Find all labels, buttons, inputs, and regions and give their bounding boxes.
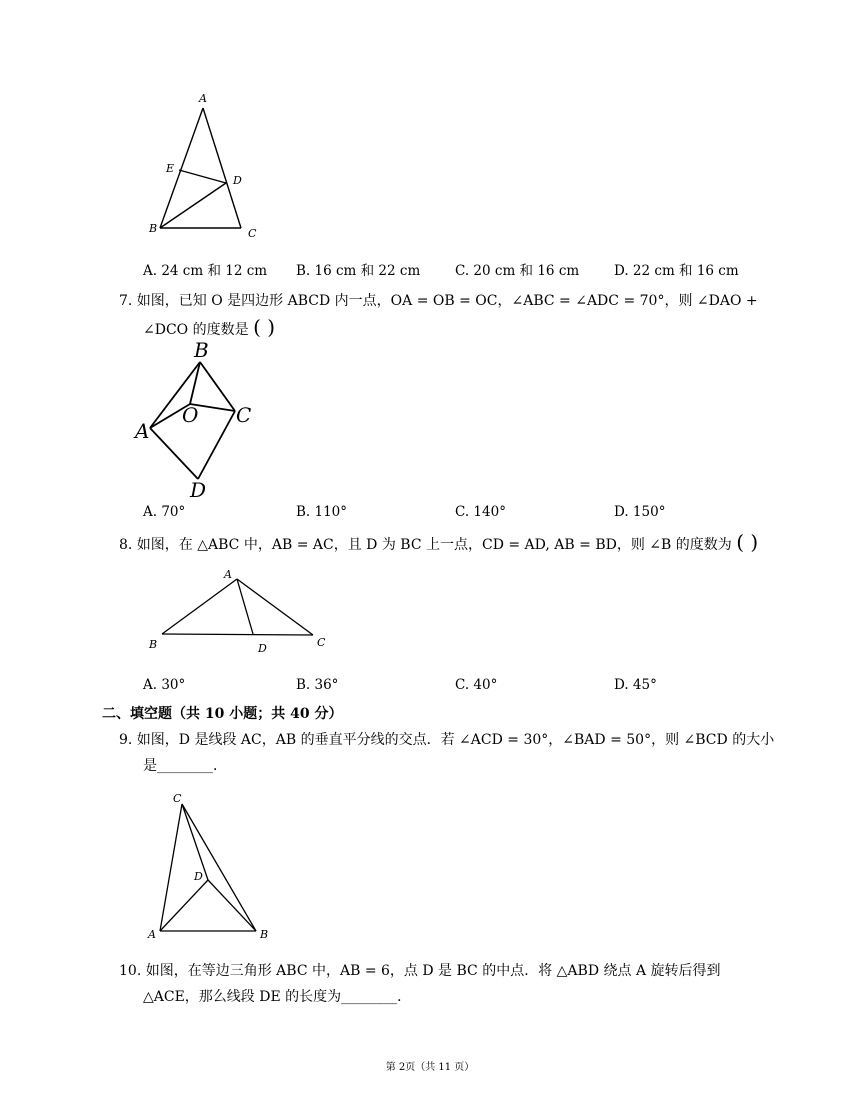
q10-stem-line1: 10. 如图，在等边三角形 ABC 中，AB = 6，点 D 是 BC 的中点．将 △ABD 绕点 A 旋转后得到 — [119, 963, 721, 979]
q8-stem-text: 8. 如图，在 △ABC 中，AB = AC，且 D 为 BC 上一点，CD = AD, AB = BD，则 ∠B 的度数为 — [119, 537, 732, 553]
q8-answer-paren: ( ) — [736, 530, 759, 554]
q6-option-d: D. 22 cm 和 16 cm — [614, 263, 739, 279]
q7-label-d: D — [190, 478, 207, 502]
q8-option-a: A. 30° — [143, 677, 186, 693]
q8-option-b: B. 36° — [296, 677, 339, 693]
q8-label-c: C — [317, 636, 326, 649]
q6-option-c: C. 20 cm 和 16 cm — [455, 263, 580, 279]
q9-label-c: C — [173, 792, 182, 805]
q8-figure — [140, 562, 340, 657]
q7-answer-paren: ( ) — [253, 315, 276, 339]
q7-stem-line2 — [143, 315, 276, 339]
q9-stem-line1: 9. 如图，D 是线段 AC，AB 的垂直平分线的交点．若 ∠ACD = 30°，∠BAD = 50°，则 ∠BCD 的大小 — [119, 732, 775, 748]
q7-stem-line1: 7. 如图，已知 O 是四边形 ABCD 内一点，OA = OB = OC，∠ABC = ∠ADC = 70°，则 ∠DAO + — [119, 293, 758, 309]
q6-label-d: D — [233, 174, 242, 187]
q9-label-d: D — [194, 870, 203, 883]
q7-option-a: A. 70° — [143, 504, 186, 520]
q6-option-b: B. 16 cm 和 22 cm — [296, 263, 421, 279]
q8-label-a: A — [224, 568, 232, 581]
q7-label-c: C — [236, 403, 252, 427]
q7-option-d: D. 150° — [614, 504, 666, 520]
q8-option-d: D. 45° — [614, 677, 657, 693]
q8-label-d: D — [258, 642, 267, 655]
q7-option-c: C. 140° — [455, 504, 506, 520]
q7-label-b: B — [194, 338, 209, 362]
q6-label-e: E — [166, 162, 175, 175]
q6-option-a: A. 24 cm 和 12 cm — [143, 263, 268, 279]
q6-label-a: A — [199, 92, 207, 105]
q9-label-b: B — [260, 928, 269, 941]
q9-label-a: A — [148, 928, 156, 941]
q6-label-b: B — [149, 222, 158, 235]
q7-stem-text: ∠DCO 的度数是 — [143, 322, 249, 338]
section-title-fill-in: 二、填空题（共 10 小题；共 40 分） — [102, 706, 343, 722]
q7-label-a: A — [135, 419, 150, 443]
q7-option-b: B. 110° — [296, 504, 348, 520]
q10-stem-line2: △ACE，那么线段 DE 的长度为________． — [143, 989, 412, 1005]
q6-figure — [140, 90, 270, 245]
q8-label-b: B — [149, 638, 158, 651]
q6-label-c: C — [248, 227, 257, 240]
q7-label-o: O — [182, 403, 199, 427]
q9-stem-line2: 是________． — [143, 758, 227, 774]
q7-figure — [130, 338, 270, 503]
page-footer: 第 2页（共 11 页） — [385, 1062, 475, 1073]
q8-option-c: C. 40° — [455, 677, 498, 693]
q9-figure — [140, 788, 275, 948]
q8-stem-line1 — [119, 530, 759, 554]
